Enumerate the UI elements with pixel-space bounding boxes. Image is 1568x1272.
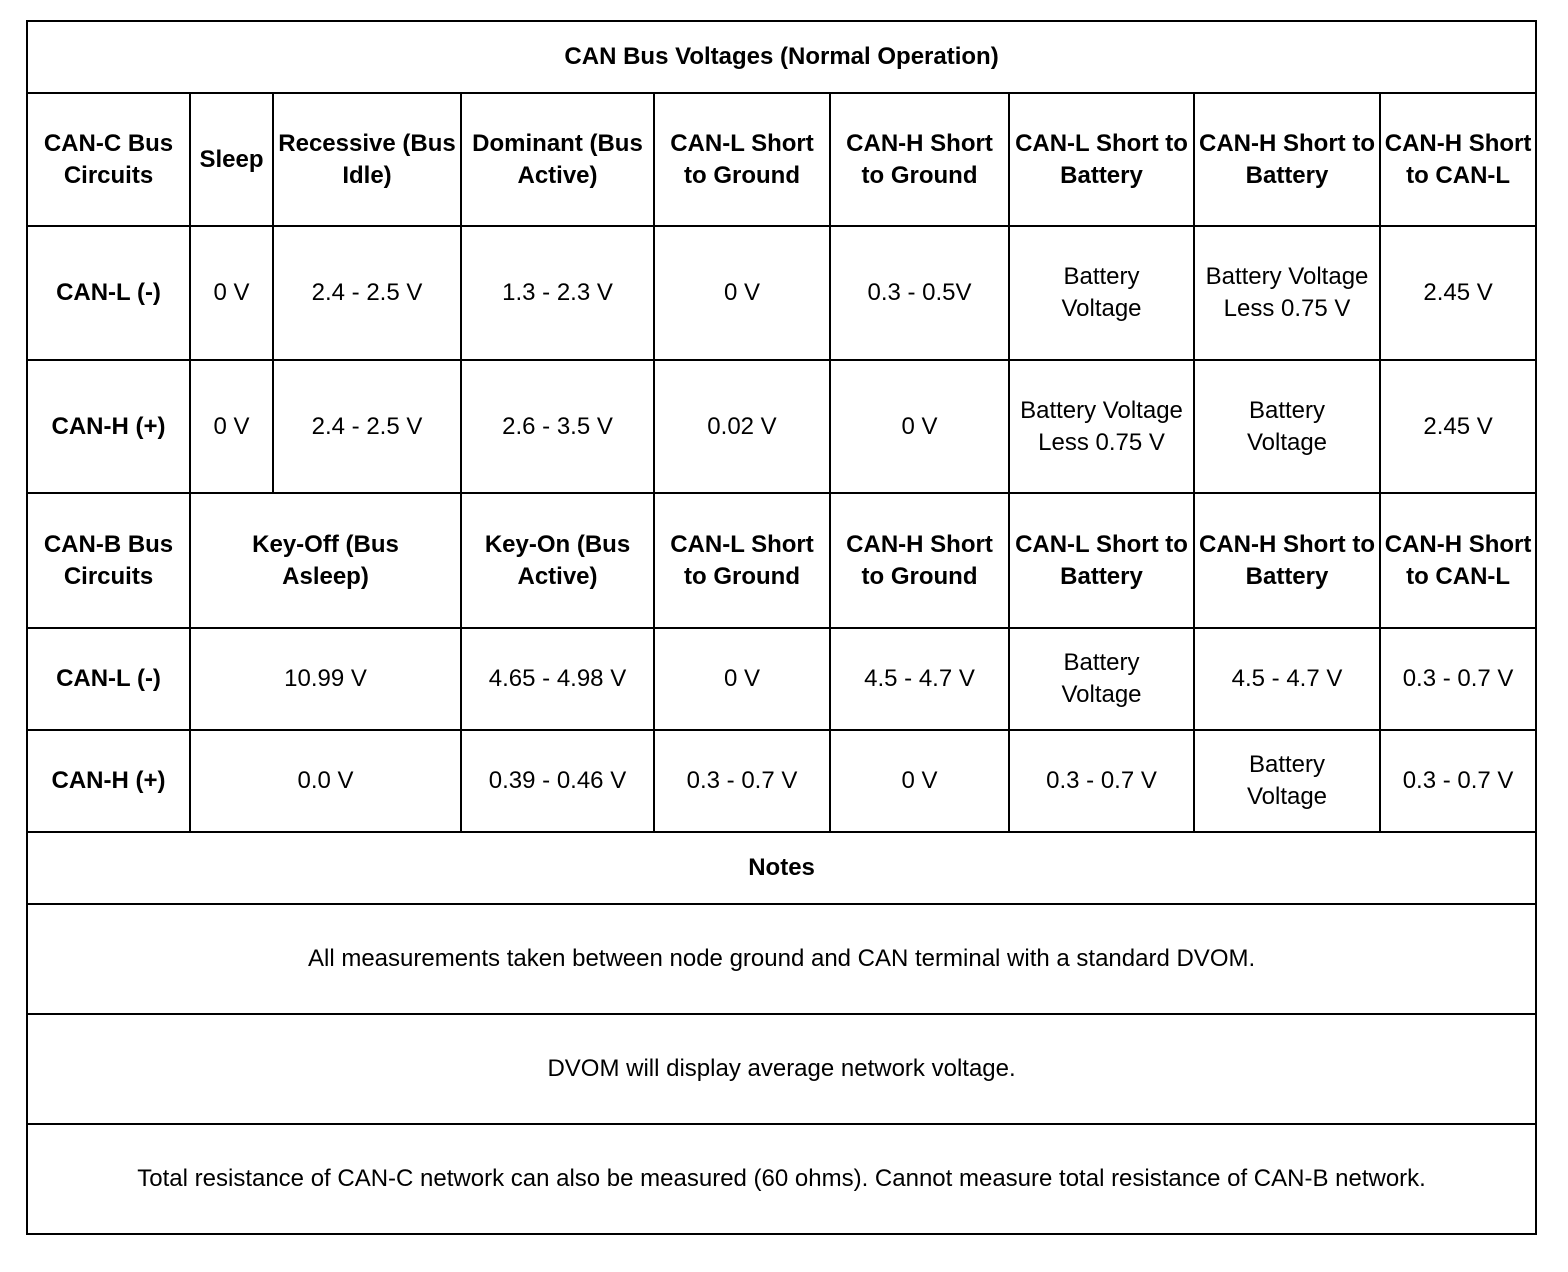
can-bus-voltages-table: [26, 20, 1537, 1235]
can-b-header-cell: Key-On (Bus Active): [461, 493, 654, 628]
table-cell: 1.3 - 2.3 V: [461, 226, 654, 360]
table-cell: 0 V: [190, 226, 273, 360]
table-title: CAN Bus Voltages (Normal Operation): [27, 21, 1536, 93]
note-item: All measurements taken between node ground and CAN terminal with a standard DVOM.: [27, 904, 1536, 1014]
table-row: [27, 730, 1536, 832]
note-item: Total resistance of CAN-C network can also be measured (60 ohms). Cannot measure total resistance of CAN-B network.: [27, 1124, 1536, 1234]
can-c-header-cell: CAN-C Bus Circuits: [27, 93, 190, 226]
note-item: DVOM will display average network voltage.: [27, 1014, 1536, 1124]
table-cell: 2.45 V: [1380, 226, 1536, 360]
table-cell: Battery Voltage Less 0.75 V: [1009, 360, 1194, 493]
can-c-header-row: [27, 93, 1536, 226]
table-cell: 0.3 - 0.7 V: [654, 730, 830, 832]
table-cell: 0 V: [654, 226, 830, 360]
can-c-header-cell: Recessive (Bus Idle): [273, 93, 461, 226]
can-c-header-cell: Dominant (Bus Active): [461, 93, 654, 226]
table-cell: 2.4 - 2.5 V: [273, 226, 461, 360]
row-label: CAN-L (-): [27, 226, 190, 360]
table-cell: Battery Voltage: [1009, 226, 1194, 360]
table-cell: 4.5 - 4.7 V: [830, 628, 1009, 730]
table-cell: Battery Voltage Less 0.75 V: [1194, 226, 1380, 360]
table-cell: 0.3 - 0.7 V: [1009, 730, 1194, 832]
can-c-header-cell: CAN-L Short to Battery: [1009, 93, 1194, 226]
row-label: CAN-H (+): [27, 730, 190, 832]
table-cell: Battery Voltage: [1194, 730, 1380, 832]
notes-title: Notes: [27, 832, 1536, 904]
can-b-header-row: [27, 493, 1536, 628]
table-cell: 4.5 - 4.7 V: [1194, 628, 1380, 730]
can-b-header-cell: CAN-H Short to Battery: [1194, 493, 1380, 628]
can-b-header-cell: CAN-L Short to Battery: [1009, 493, 1194, 628]
table-cell: 0 V: [190, 360, 273, 493]
table-cell: Battery Voltage: [1009, 628, 1194, 730]
can-c-header-cell: CAN-L Short to Ground: [654, 93, 830, 226]
table-cell: 4.65 - 4.98 V: [461, 628, 654, 730]
row-label: CAN-H (+): [27, 360, 190, 493]
table-cell: 0.02 V: [654, 360, 830, 493]
can-b-header-cell: CAN-B Bus Circuits: [27, 493, 190, 628]
can-b-header-cell: CAN-L Short to Ground: [654, 493, 830, 628]
table-cell: 0.0 V: [190, 730, 461, 832]
can-b-header-cell: CAN-H Short to Ground: [830, 493, 1009, 628]
can-b-header-cell: CAN-H Short to CAN-L: [1380, 493, 1536, 628]
table-row: [27, 360, 1536, 493]
table-cell: Battery Voltage: [1194, 360, 1380, 493]
table-cell: 2.6 - 3.5 V: [461, 360, 654, 493]
row-label: CAN-L (-): [27, 628, 190, 730]
can-c-header-cell: Sleep: [190, 93, 273, 226]
table-row: [27, 628, 1536, 730]
table-cell: 10.99 V: [190, 628, 461, 730]
table-cell: 0.3 - 0.7 V: [1380, 628, 1536, 730]
table-cell: 0 V: [830, 730, 1009, 832]
table-cell: 0 V: [654, 628, 830, 730]
can-c-header-cell: CAN-H Short to Ground: [830, 93, 1009, 226]
table-row: [27, 226, 1536, 360]
table-cell: 2.45 V: [1380, 360, 1536, 493]
table-cell: 0.39 - 0.46 V: [461, 730, 654, 832]
can-c-header-cell: CAN-H Short to CAN-L: [1380, 93, 1536, 226]
table-cell: 0 V: [830, 360, 1009, 493]
can-c-header-cell: CAN-H Short to Battery: [1194, 93, 1380, 226]
table-cell: 0.3 - 0.5V: [830, 226, 1009, 360]
table-cell: 2.4 - 2.5 V: [273, 360, 461, 493]
can-b-header-cell: Key-Off (Bus Asleep): [190, 493, 461, 628]
table-cell: 0.3 - 0.7 V: [1380, 730, 1536, 832]
